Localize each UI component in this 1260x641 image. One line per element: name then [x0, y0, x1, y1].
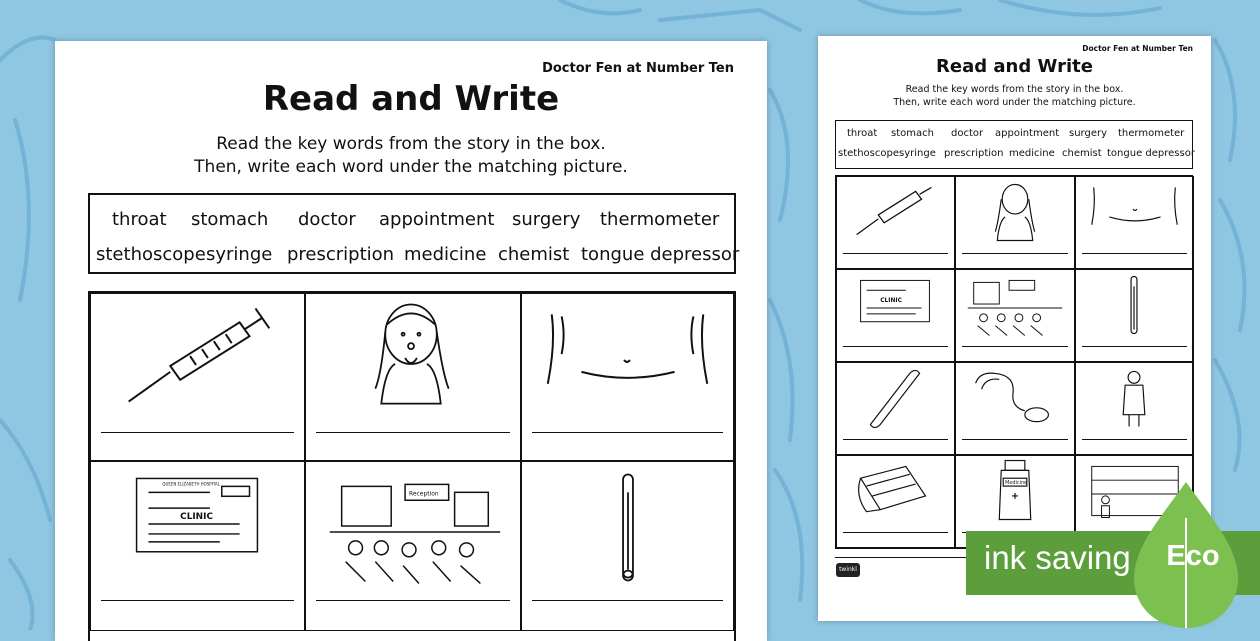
- key-word: surgery: [512, 209, 581, 230]
- thermometer-icon: [522, 462, 733, 592]
- prescription-icon: [837, 456, 954, 526]
- appointment-card-icon: [91, 462, 304, 592]
- answer-line[interactable]: [1082, 346, 1187, 347]
- answer-line[interactable]: [843, 532, 948, 533]
- key-word: appointment: [379, 209, 495, 230]
- thermometer-icon: [1076, 270, 1193, 340]
- key-word: medicine: [1009, 148, 1055, 159]
- answer-line[interactable]: [843, 346, 948, 347]
- answer-line[interactable]: [962, 253, 1068, 254]
- key-word: chemist: [1062, 148, 1102, 159]
- surgery-room-icon: [306, 462, 520, 592]
- picture-cell: [836, 362, 955, 455]
- key-words-box: [88, 193, 740, 274]
- reception-sign-text: Reception: [409, 490, 439, 498]
- instructions: [55, 133, 767, 179]
- instruction-line: Read the key words from the story in the box.: [216, 134, 606, 154]
- answer-line[interactable]: [101, 432, 294, 433]
- key-word: medicine: [404, 244, 487, 265]
- card-hospital-text: QUEEN ELIZABETH HOSPITAL: [162, 481, 220, 487]
- ink-saving-text: ink saving: [984, 539, 1131, 576]
- picture-cell: [1075, 362, 1194, 455]
- answer-line[interactable]: [316, 432, 510, 433]
- surgery-room-icon: [956, 270, 1074, 340]
- answer-line[interactable]: [843, 253, 948, 254]
- stomach-icon: [1076, 177, 1193, 247]
- key-word: chemist: [498, 244, 570, 265]
- answer-line[interactable]: [1082, 439, 1187, 440]
- answer-line[interactable]: [962, 346, 1068, 347]
- worksheet-header-small: Doctor Fen at Number Ten: [1082, 44, 1193, 53]
- picture-cell: [955, 269, 1075, 362]
- girl-throat-icon: [956, 177, 1074, 247]
- instructions-small: [818, 84, 1211, 110]
- picture-cell: [305, 461, 521, 631]
- picture-cell: [521, 461, 734, 631]
- stethoscope-icon: [956, 363, 1074, 433]
- worksheet-header: Doctor Fen at Number Ten: [542, 61, 734, 76]
- card-clinic-text: CLINIC: [880, 298, 902, 305]
- worksheet-title-small: Read and Write: [936, 56, 1093, 77]
- picture-cell: [1075, 176, 1194, 269]
- key-word: tongue depressor: [581, 244, 740, 265]
- key-word: doctor: [951, 128, 984, 139]
- key-word: syringe: [899, 148, 936, 159]
- appointment-card-icon: [837, 270, 954, 340]
- picture-cell: [836, 176, 955, 269]
- girl-throat-icon: [306, 294, 520, 424]
- tongue-depressor-icon: [837, 363, 954, 433]
- key-word: appointment: [995, 128, 1060, 139]
- medicine-bottle-icon: [956, 456, 1074, 526]
- key-words-box-small: [835, 120, 1193, 169]
- key-word: stethoscope: [96, 244, 206, 265]
- answer-line[interactable]: [316, 600, 510, 601]
- key-word: syringe: [206, 244, 273, 265]
- key-word: throat: [112, 209, 167, 230]
- answer-line[interactable]: [1082, 253, 1187, 254]
- key-word: doctor: [298, 209, 356, 230]
- worksheet-title: Read and Write: [262, 79, 560, 119]
- picture-cell: [955, 176, 1075, 269]
- instruction-line: Then, write each word under the matching picture.: [194, 156, 628, 177]
- picture-grid: [88, 291, 736, 641]
- picture-cell: [521, 293, 734, 461]
- key-word: stethoscope: [838, 148, 899, 159]
- doctor-icon: [1076, 363, 1193, 433]
- stomach-icon: [522, 294, 733, 424]
- instruction-line: Read the key words from the story in the box.: [905, 84, 1124, 95]
- key-word: prescription: [944, 148, 1004, 159]
- eco-label: Eco: [1166, 540, 1220, 572]
- answer-line[interactable]: [532, 600, 723, 601]
- picture-cell: [836, 455, 955, 548]
- instruction-line: Then, write each word under the matching picture.: [893, 96, 1136, 108]
- syringe-icon: [91, 294, 304, 424]
- key-word: tongue depressor: [1107, 148, 1195, 159]
- twinkl-logo: twinkl: [836, 563, 860, 577]
- answer-line[interactable]: [532, 432, 723, 433]
- picture-cell: [1075, 269, 1194, 362]
- key-word: thermometer: [1118, 128, 1185, 139]
- key-word: stomach: [891, 128, 934, 139]
- picture-cell: [90, 461, 305, 631]
- answer-line[interactable]: [843, 439, 948, 440]
- picture-cell: [955, 362, 1075, 455]
- picture-cell: [305, 293, 521, 461]
- key-word: thermometer: [600, 209, 720, 230]
- key-word: surgery: [1069, 128, 1108, 139]
- answer-line[interactable]: [101, 600, 294, 601]
- picture-cell: [90, 293, 305, 461]
- card-clinic-text: CLINIC: [180, 512, 214, 523]
- key-word: throat: [847, 128, 878, 139]
- answer-line[interactable]: [962, 439, 1068, 440]
- syringe-icon: [837, 177, 954, 247]
- key-word: stomach: [191, 209, 269, 230]
- picture-cell: [836, 269, 955, 362]
- worksheet-large: [55, 41, 767, 641]
- bottle-label-text: Medicine: [1005, 480, 1028, 487]
- key-word: prescription: [287, 244, 395, 265]
